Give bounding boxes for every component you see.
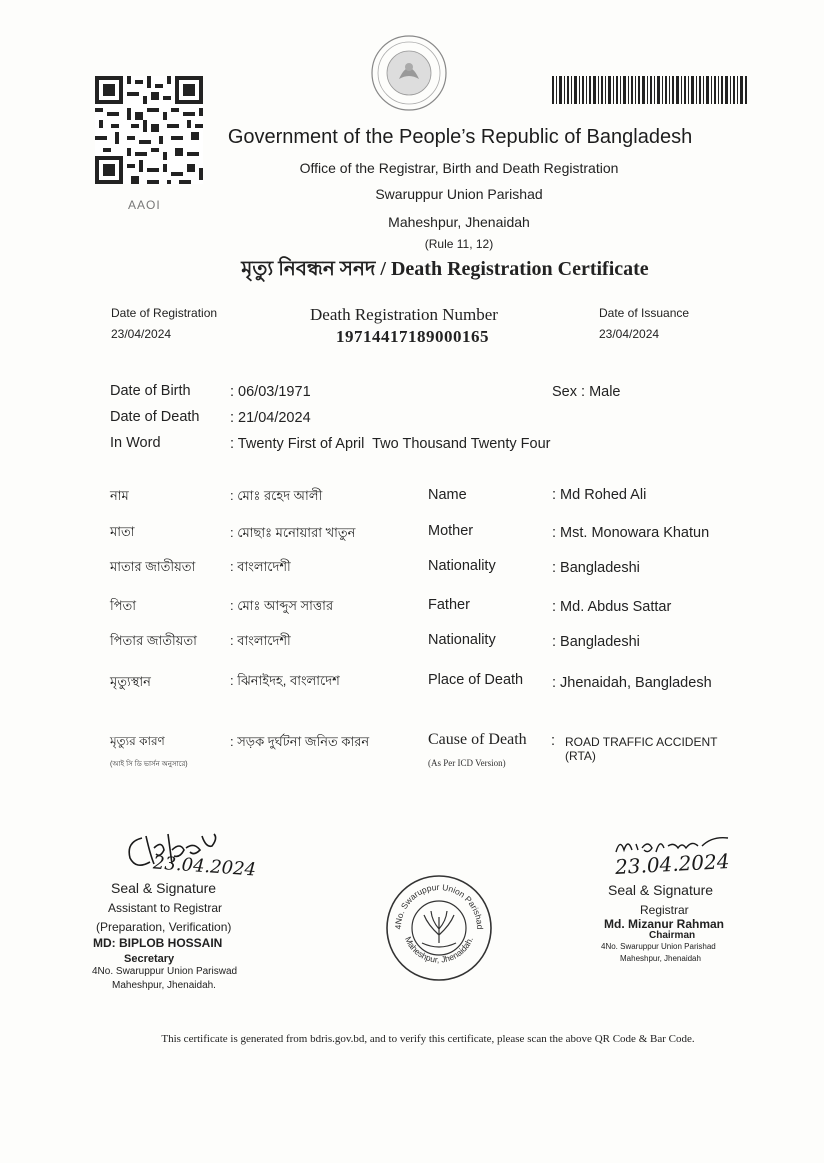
- name-en-label: Name: [428, 487, 467, 503]
- cause-en-value-line1: ROAD TRAFFIC ACCIDENT: [565, 735, 718, 749]
- father-en-label: Father: [428, 597, 470, 613]
- union-parishad-seal: [384, 873, 494, 983]
- mother-nationality-bn-value: : বাংলাদেশী: [230, 559, 291, 574]
- seal-bottom-text: Maheshpur, Jhenaidah.: [402, 935, 475, 965]
- inword-value: : Twenty First of April Two Thousand Twenty Four: [230, 436, 551, 452]
- assistant-handwritten-date: 23.04.2024: [152, 852, 257, 881]
- father-bn-value: : মোঃ আব্দুস সাত্তার: [230, 598, 334, 613]
- assistant-location: Maheshpur, Jhenaidah.: [112, 980, 216, 991]
- name-bn-label: নাম: [110, 488, 129, 503]
- father-nationality-bn-label: পিতার জাতীয়তা: [110, 633, 197, 648]
- cause-en-label: Cause of Death: [428, 731, 527, 748]
- cause-bn-label: মৃত্যুর কারণ: [110, 734, 165, 748]
- mother-en-label: Mother: [428, 523, 474, 539]
- office-heading: Office of the Registrar, Birth and Death Registration: [299, 160, 619, 176]
- assistant-seal-signature: Seal & Signature: [111, 880, 217, 896]
- father-nationality-en-value: : Bangladeshi: [552, 634, 640, 650]
- inword-label: In Word: [110, 435, 161, 451]
- seal-ring-text: 4No. Swaruppur Union Parishad: [392, 881, 486, 930]
- assistant-name: MD: BIPLOB HOSSAIN: [93, 936, 223, 950]
- registrar-handwritten-date: 23.04.2024: [614, 849, 731, 879]
- registration-number-value: 19714417189000165: [336, 327, 489, 346]
- place-of-death-bn-value: : ঝিনাইদহ, বাংলাদেশ: [230, 673, 340, 688]
- dod-label: Date of Death: [110, 409, 200, 425]
- cause-en-colon: :: [551, 733, 556, 749]
- place-of-death-bn-label: মৃত্যুস্থান: [110, 674, 151, 689]
- place-of-death-en-label: Place of Death: [428, 672, 524, 688]
- registration-number-label: Death Registration Number: [310, 305, 498, 324]
- date-of-issuance-value: 23/04/2024: [599, 327, 660, 341]
- dob-label: Date of Birth: [110, 383, 191, 399]
- registrar-location: Maheshpur, Jhenaidah: [620, 954, 701, 963]
- mother-bn-label: মাতা: [110, 524, 135, 539]
- father-en-value: : Md. Abdus Sattar: [552, 599, 672, 615]
- qr-code-label: AAOI: [128, 198, 161, 212]
- footer-note: This certificate is generated from bdris.gov.bd, and to verify this certificate, please scan the above QR Code & Bar Code.: [161, 1033, 695, 1045]
- date-of-registration-label: Date of Registration: [111, 306, 218, 320]
- cause-en-note: (As Per ICD Version): [428, 758, 506, 768]
- name-bn-value: : মোঃ রহেদ আলী: [230, 488, 323, 503]
- registrar-name: Md. Mizanur Rahman: [604, 917, 725, 931]
- name-en-value: : Md Rohed Ali: [552, 487, 647, 503]
- cause-bn-note: (আই সি ডি ভার্সন অনুসারে): [110, 761, 188, 768]
- dob-value: : 06/03/1971: [230, 384, 311, 400]
- mother-nationality-en-value: : Bangladeshi: [552, 560, 640, 576]
- union-heading: Swaruppur Union Parishad: [375, 186, 543, 202]
- registrar-seal-signature: Seal & Signature: [608, 882, 714, 898]
- cause-bn-value: : সড়ক দুর্ঘটনা জনিত কারন: [230, 734, 370, 749]
- place-of-death-en-value: : Jhenaidah, Bangladesh: [552, 675, 712, 691]
- date-of-issuance-label: Date of Issuance: [599, 306, 690, 320]
- father-nationality-bn-value: : বাংলাদেশী: [230, 633, 291, 648]
- assistant-role: Assistant to Registrar: [108, 901, 223, 915]
- registrar-office: 4No. Swaruppur Union Parishad: [601, 942, 716, 951]
- assistant-office: 4No. Swaruppur Union Pariswad: [92, 966, 238, 977]
- barcode: [552, 76, 748, 104]
- assistant-title: Secretary: [124, 953, 175, 965]
- location-heading: Maheshpur, Jhenaidah: [388, 214, 530, 230]
- mother-bn-value: : মোছাঃ মনোয়ারা খাতুন: [230, 525, 356, 540]
- registrar-role: Registrar: [640, 903, 689, 917]
- rule-text: (Rule 11, 12): [424, 237, 494, 251]
- mother-en-value: : Mst. Monowara Khatun: [552, 525, 710, 541]
- government-emblem: [363, 33, 455, 113]
- assistant-role-note: (Preparation, Verification): [96, 920, 232, 934]
- mother-nationality-en-label: Nationality: [428, 558, 496, 574]
- sex-value: Sex : Male: [552, 384, 621, 400]
- cause-en-value-line2: (RTA): [565, 749, 596, 763]
- registrar-title: Chairman: [649, 930, 696, 941]
- certificate-title: মৃত্যু নিবন্ধন সনদ / Death Registration Certificate: [241, 258, 649, 280]
- mother-nationality-bn-label: মাতার জাতীয়তা: [110, 559, 196, 574]
- father-bn-label: পিতা: [110, 598, 137, 613]
- father-nationality-en-label: Nationality: [428, 632, 496, 648]
- date-of-registration-value: 23/04/2024: [111, 327, 172, 341]
- government-heading: Government of the People’s Republic of Bangladesh: [227, 126, 693, 148]
- dod-value: : 21/04/2024: [230, 410, 311, 426]
